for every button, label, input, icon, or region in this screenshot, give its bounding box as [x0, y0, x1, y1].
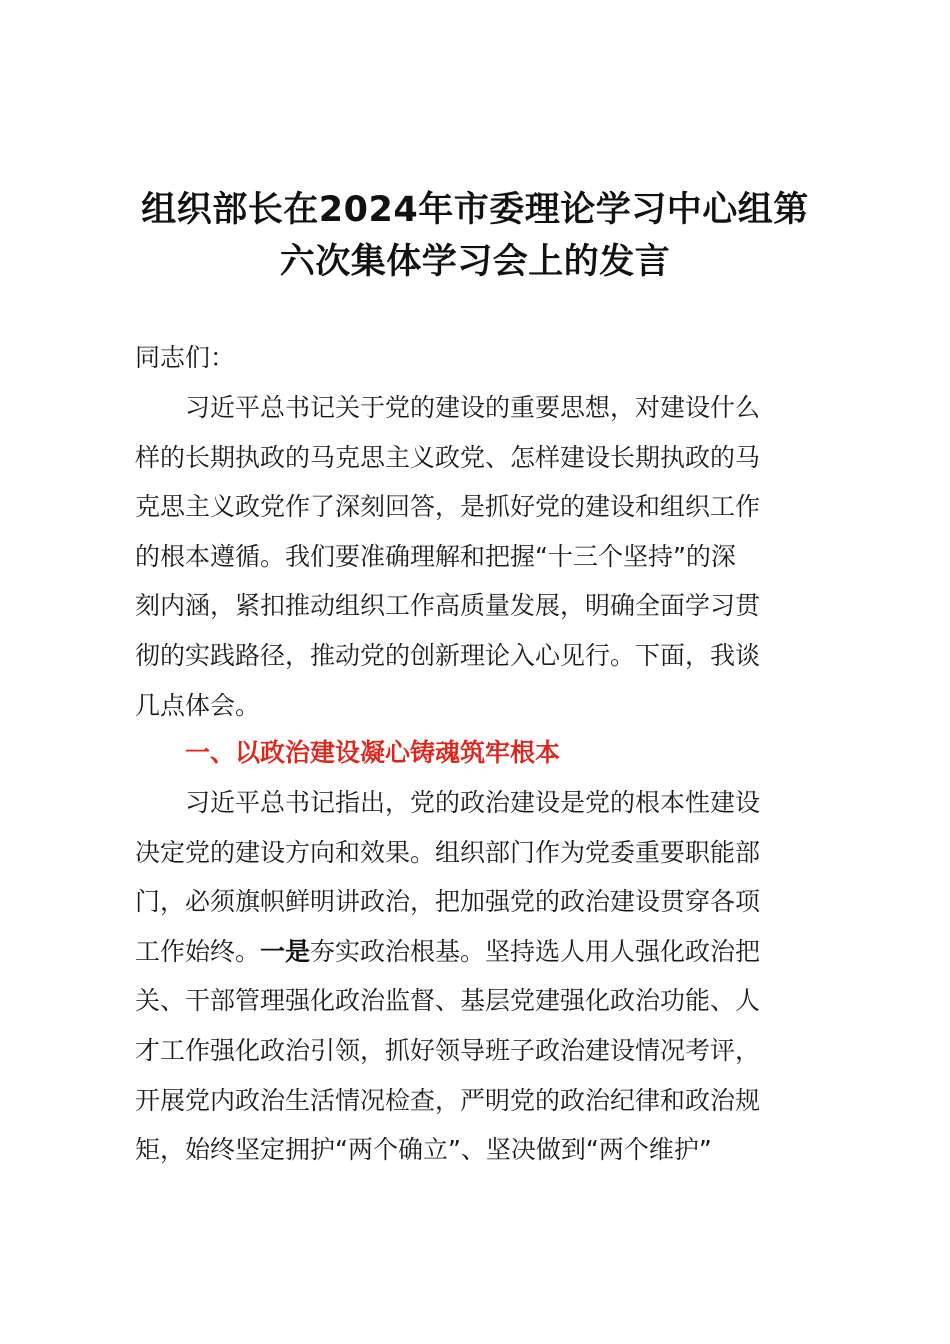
paragraph-line	[135, 927, 835, 977]
paragraph-line: 的根本遵循。我们要准确理解和把握“十三个坚持”的深	[135, 541, 736, 571]
document-title	[100, 184, 850, 288]
paragraph-line: 彻的实践路径，推动党的创新理论入心见行。下面，我谈	[135, 640, 761, 670]
title-line-1: 组织部长在2024年市委理论学习中心组第	[141, 190, 809, 230]
paragraph-line: 才工作强化政治引领，抓好领导班子政治建设情况考评，	[135, 1035, 761, 1065]
salutation	[135, 333, 835, 383]
section-1-paragraph	[135, 778, 835, 1175]
paragraph-line: 样的长期执政的马克思主义政党、怎样建设长期执政的马	[135, 442, 761, 472]
paragraph-line: 开展党内政治生活情况检查，严明党的政治纪律和政治规	[135, 1085, 761, 1115]
line-start-text: 工作始终。	[135, 936, 261, 966]
paragraph-line: 习近平总书记指出，党的政治建设是党的根本性建设	[135, 788, 761, 817]
intro-paragraph	[135, 383, 835, 730]
paragraph-line: 关、干部管理强化政治监督、基层党建强化政治功能、人	[135, 986, 761, 1016]
bold-lead-phrase: 一是	[260, 936, 311, 966]
line-rest-text: 夯实政治根基。坚持选人用人强化政治把	[310, 936, 761, 966]
paragraph-line: 门，必须旗帜鲜明讲政治，把加强党的政治建设贯穿各项	[135, 887, 761, 917]
section-heading-1: 一、以政治建设凝心铸魂筑牢根本	[185, 738, 561, 767]
paragraph-line: 决定党的建设方向和效果。组织部门作为党委重要职能部	[135, 837, 761, 867]
paragraph-line: 克思主义政党作了深刻回答，是抓好党的建设和组织工作	[135, 492, 761, 522]
paragraph-line: 刻内涵，紧扣推动组织工作高质量发展，明确全面学习贯	[135, 591, 761, 621]
paragraph-line: 习近平总书记关于党的建设的重要思想，对建设什么	[135, 393, 761, 422]
title-line-2: 六次集体学习会上的发言	[279, 242, 671, 282]
paragraph-line: 几点体会。	[135, 690, 261, 720]
salutation-text: 同志们：	[135, 343, 236, 372]
paragraph-line: 矩，始终坚定拥护“两个确立”、坚决做到“两个维护”	[135, 1135, 712, 1165]
